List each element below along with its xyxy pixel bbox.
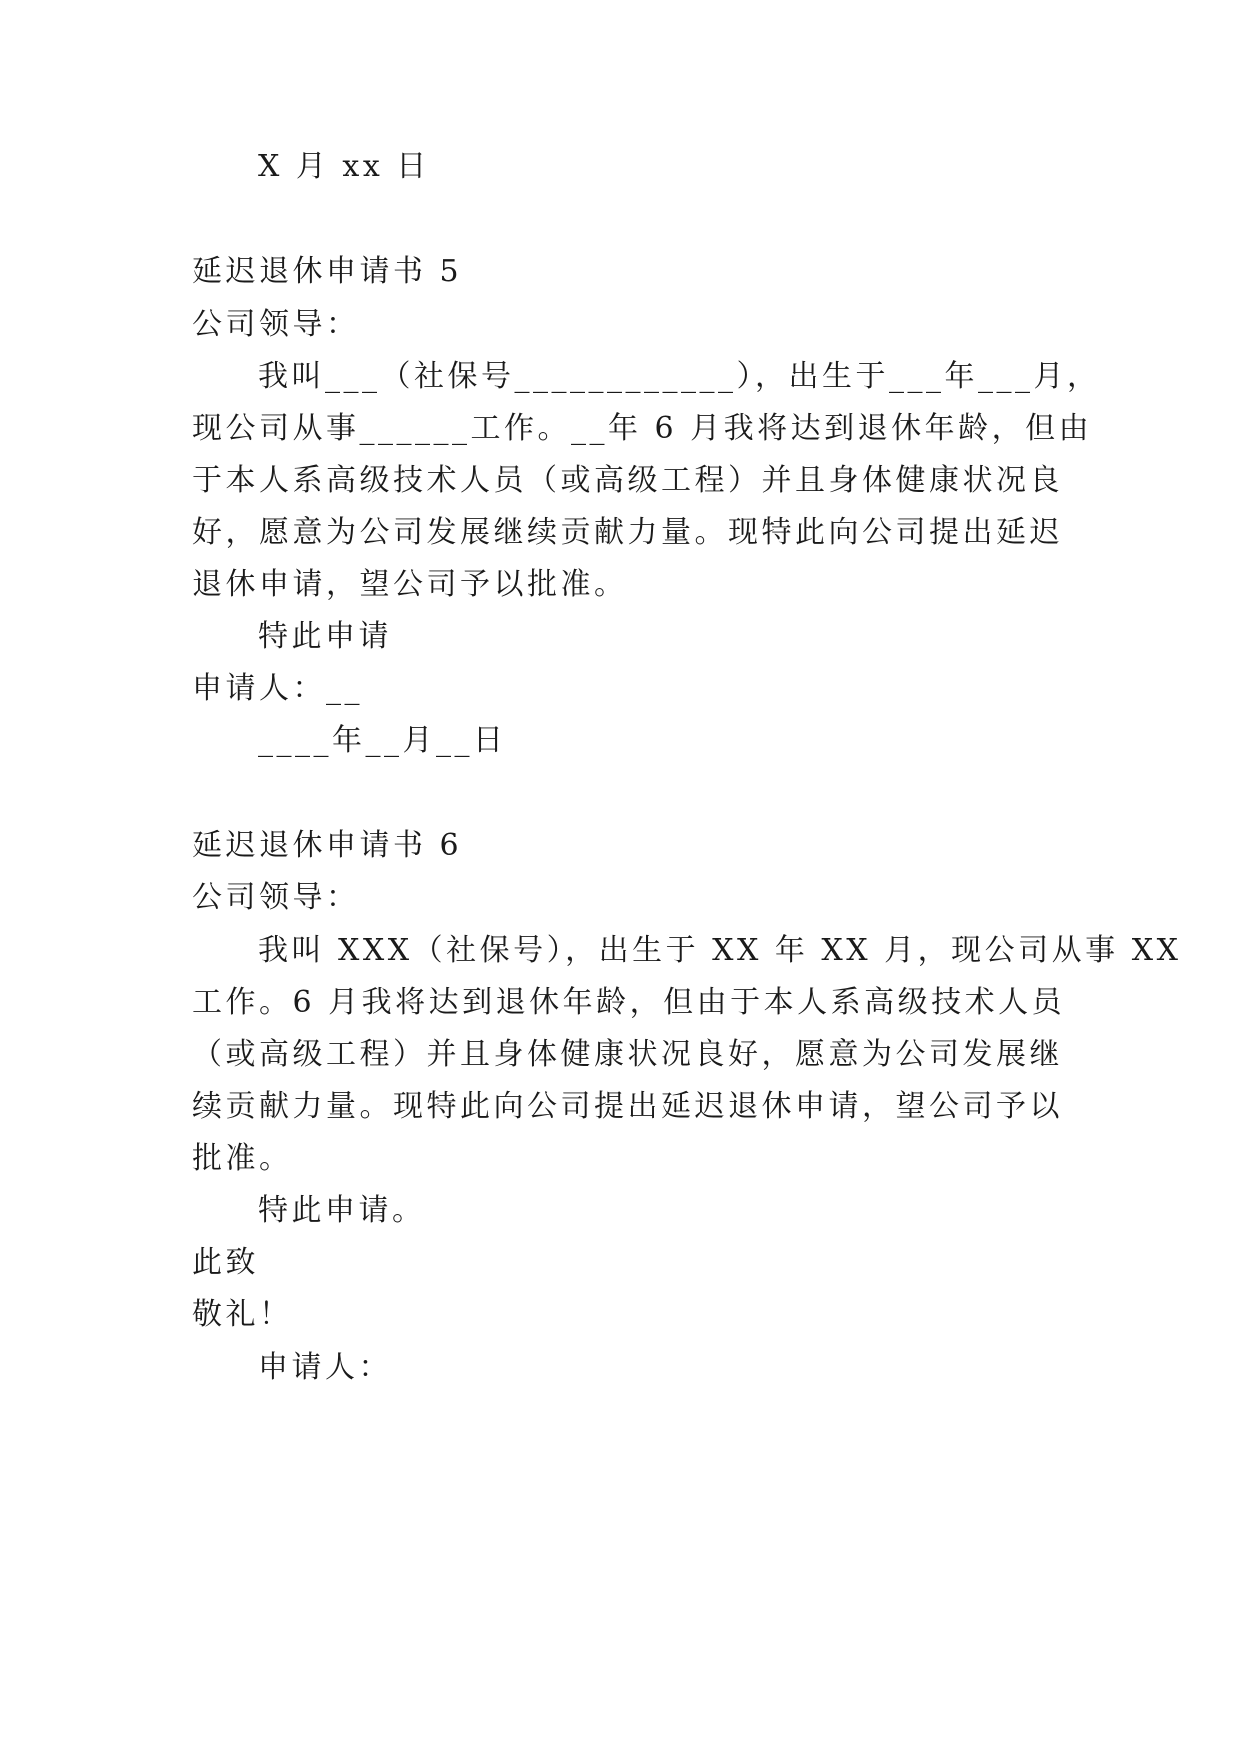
letter5-body-line-2: 现公司从事______工作。__年 6 月我将达到退休年龄，但由 xyxy=(192,411,1093,446)
letter6-body-line-4: 续贡献力量。现特此向公司提出延迟退休申请，望公司予以 xyxy=(192,1089,1063,1124)
letter6-regards-1: 此致 xyxy=(192,1245,259,1280)
letter6-body-line-2: 工作。6 月我将达到退休年龄，但由于本人系高级技术人员 xyxy=(192,985,1066,1020)
letter6-body-line-5: 批准。 xyxy=(192,1141,293,1176)
letter6-body-line-1: 我叫 XXX（社保号），出生于 XX 年 XX 月，现公司从事 XX xyxy=(258,933,1182,968)
letter6-body-line-3: （或高级工程）并且身体健康状况良好，愿意为公司发展继 xyxy=(192,1037,1063,1072)
letter6-title: 延迟退休申请书 6 xyxy=(192,828,463,863)
letter5-date: ____年__月__日 xyxy=(258,723,507,758)
top-date: X 月 xx 日 xyxy=(258,149,430,184)
letter5-body-line-3: 于本人系高级技术人员（或高级工程）并且身体健康状况良 xyxy=(192,463,1063,498)
letter6-closing: 特此申请。 xyxy=(258,1193,426,1228)
letter5-body-line-4: 好，愿意为公司发展继续贡献力量。现特此向公司提出延迟 xyxy=(192,515,1063,550)
letter5-body-line-1: 我叫___（社保号____________），出生于___年___月， xyxy=(258,359,1101,394)
letter5-body-line-5: 退休申请，望公司予以批准。 xyxy=(192,567,628,602)
letter6-regards-2: 敬礼！ xyxy=(192,1297,293,1332)
letter5-applicant: 申请人：__ xyxy=(192,671,363,706)
letter6-applicant: 申请人： xyxy=(258,1350,392,1385)
letter5-closing: 特此申请 xyxy=(258,619,392,654)
letter5-title: 延迟退休申请书 5 xyxy=(192,254,463,289)
letter6-salutation: 公司领导： xyxy=(192,880,360,915)
letter5-salutation: 公司领导： xyxy=(192,307,360,342)
